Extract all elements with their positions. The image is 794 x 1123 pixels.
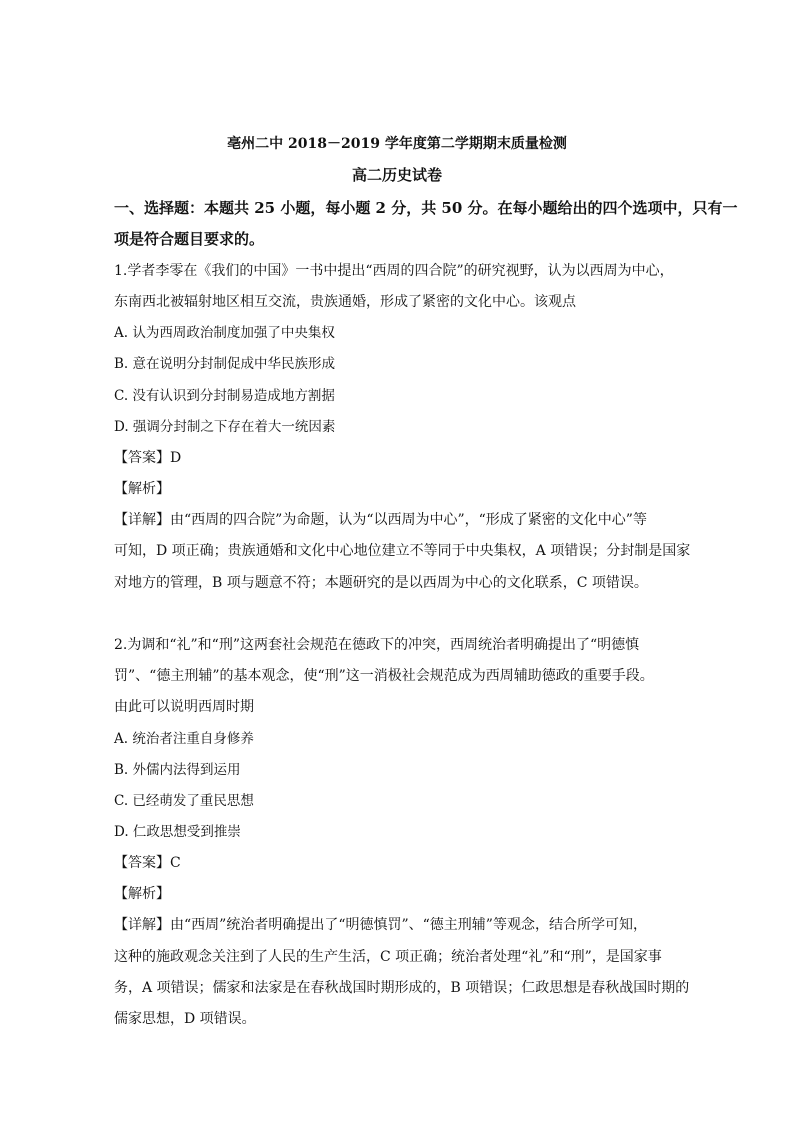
q2-detail-line-4: 儒家思想，D 项错误。 (114, 1011, 256, 1027)
q2-detail-line-2: 这种的施政观念关注到了人民的生产生活，C 项正确；统治者处理“礼”和“刑”，是国家事 (114, 949, 662, 965)
q1-stem-line-1: 1.学者李零在《我们的中国》一书中提出“西周的四合院”的研究视野，认为以西周为中心， (114, 263, 674, 279)
q2-answer: 【答案】C (114, 855, 181, 871)
q2-option-a: A. 统治者注重自身修养 (114, 731, 254, 747)
q2-stem-line-3: 由此可以说明西周时期 (114, 699, 254, 715)
q2-option-b: B. 外儒内法得到运用 (114, 762, 241, 778)
section-instruction-line-1: 一、选择题：本题共 25 小题，每小题 2 分，共 50 分。在每小题给出的四个选项中，只有一 (114, 199, 738, 217)
exam-subtitle: 高二历史试卷 (351, 166, 442, 184)
q1-option-c: C. 没有认识到分封制易造成地方割据 (114, 388, 335, 404)
section-instruction-line-2: 项是符合题目要求的。 (114, 230, 265, 248)
q1-analysis-label: 【解析】 (114, 481, 170, 497)
q1-answer: 【答案】D (114, 450, 182, 466)
q2-option-c: C. 已经萌发了重民思想 (114, 793, 254, 809)
q1-option-d: D. 强调分封制之下存在着大一统因素 (114, 419, 336, 435)
q2-stem-line-1: 2.为调和“礼”和“刑”这两套社会规范在德政下的冲突，西周统治者明确提出了“明德慎 (114, 637, 640, 653)
q2-detail-line-1: 【详解】由“西周”统治者明确提出了“明德慎罚”、“德主刑辅”等观念，结合所学可知， (114, 917, 647, 933)
q2-detail-line-3: 务，A 项错误；儒家和法家是在春秋战国时期形成的，B 项错误；仁政思想是春秋战国时期的 (114, 980, 690, 996)
exam-title: 亳州二中 2018－2019 学年度第二学期期末质量检测 (227, 136, 567, 152)
q1-option-a: A. 认为西周政治制度加强了中央集权 (114, 325, 335, 341)
q2-stem-line-2: 罚”、“德主刑辅”的基本观念，使“刑”这一消极社会规范成为西周辅助德政的重要手段。 (114, 668, 654, 684)
q2-option-d: D. 仁政思想受到推崇 (114, 824, 241, 840)
q1-option-b: B. 意在说明分封制促成中华民族形成 (114, 356, 336, 372)
q1-detail-line-2: 可知，D 项正确；贵族通婚和文化中心地位建立不等同于中央集权，A 项错误；分封制是国家 (114, 543, 691, 559)
q2-analysis-label: 【解析】 (114, 886, 170, 902)
q1-stem-line-2: 东南西北被辐射地区相互交流，贵族通婚，形成了紧密的文化中心。该观点 (114, 294, 576, 310)
q1-detail-line-1: 【详解】由“西周的四合院”为命题，认为“以西周为中心”，“形成了紧密的文化中心”等 (114, 512, 647, 528)
q1-detail-line-3: 对地方的管理，B 项与题意不符；本题研究的是以西周为中心的文化联系，C 项错误。 (114, 575, 648, 591)
